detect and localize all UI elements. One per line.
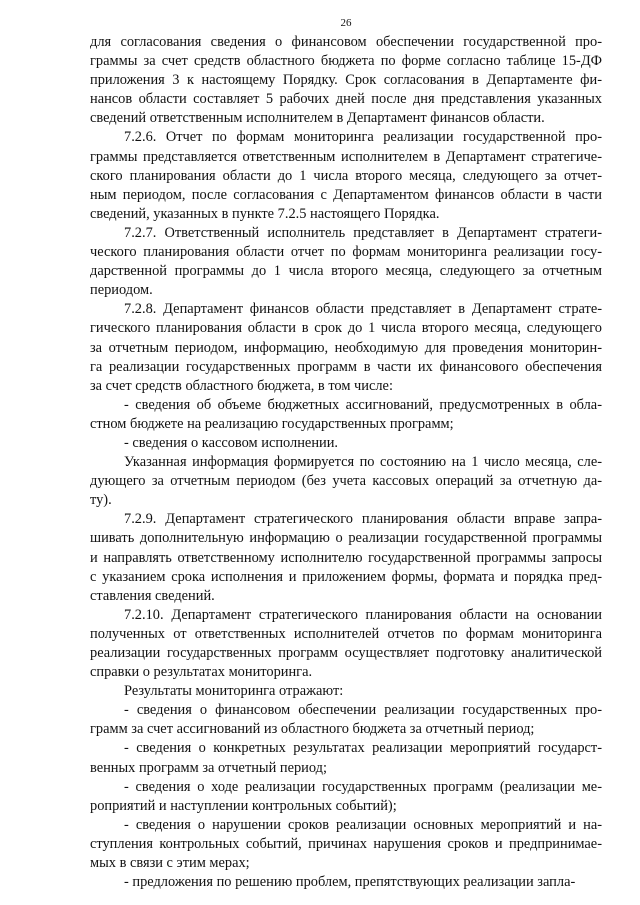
paragraph	[90, 778, 602, 816]
paragraph	[90, 224, 602, 300]
paragraph	[90, 396, 602, 434]
text-line: 7.2.7. Ответственный исполнитель представляет в Департамент стратеги-	[124, 224, 602, 241]
page-number: 26	[340, 17, 352, 29]
paragraph	[90, 510, 602, 605]
paragraph	[90, 739, 602, 777]
paragraph	[90, 434, 602, 453]
text-line: ского планирования области до 1 числа второго месяца, следующего за отчет-	[90, 167, 602, 184]
text-line: полученных от ответственных исполнителей отчетов по формам мониторинга	[90, 625, 602, 642]
text-line: - сведения о финансовом обеспечении реализации государственных про-	[124, 702, 602, 719]
text-line: - сведения о кассовом исполнении.	[124, 434, 339, 451]
paragraph	[90, 128, 602, 223]
paragraph	[90, 300, 602, 395]
text-line: 7.2.9. Департамент стратегического планирования области вправе запра-	[124, 511, 602, 528]
paragraph	[90, 606, 602, 682]
text-line: роприятий и наступлении контрольных событий);	[90, 797, 397, 814]
text-line: 7.2.8. Департамент финансов области представляет в Департамент страте-	[124, 301, 602, 318]
paragraph	[90, 682, 602, 701]
text-line: га реализации государственных программ в части их финансового обеспечения	[90, 358, 602, 375]
paragraph	[90, 33, 602, 128]
text-line: нансов области составляет 5 рабочих дней после дня представления указанных	[90, 91, 602, 108]
text-line: Указанная информация формируется по состоянию на 1 число месяца, сле-	[124, 454, 602, 471]
text-line: ступления контрольных событий, причинах нарушения сроков и предпринимае-	[90, 835, 602, 852]
text-line: приложения 3 к настоящему Порядку. Срок согласования в Департаменте фи-	[90, 72, 602, 89]
text-line: 7.2.6. Отчет по формам мониторинга реализации государственной про-	[124, 129, 602, 146]
text-line: грамм за счет ассигнований из областного бюджета за отчетный период;	[90, 721, 535, 738]
text-line: 7.2.10. Департамент стратегического планирования области на основании	[124, 606, 602, 623]
paragraph	[90, 816, 602, 873]
text-line: ческого планирования области отчет по формам мониторинга реализации госу-	[90, 244, 602, 261]
text-line: ставления сведений.	[90, 587, 215, 604]
paragraph	[90, 701, 602, 739]
text-line: - сведения о конкретных результатах реализации мероприятий государст-	[124, 740, 602, 757]
text-line: справки о результатах мониторинга.	[90, 664, 313, 681]
text-line: и направлять ответственному исполнителю государственной программы запросы	[90, 549, 602, 566]
text-line: ту).	[90, 492, 112, 509]
text-line: - предложения по решению проблем, препятствующих реализации запла-	[124, 874, 576, 891]
text-line: реализации государственных программ осуществляет подготовку аналитической	[90, 645, 602, 661]
text-line: - сведения о ходе реализации государственных программ (реализации ме-	[124, 778, 602, 795]
document-body	[90, 33, 602, 892]
text-line: дарственной программы до 1 числа второго месяца, следующего за отчетным	[90, 263, 602, 280]
paragraph	[90, 453, 602, 510]
text-line: дующего за отчетным периодом (без учета кассовых операций за отчетную да-	[90, 473, 602, 490]
text-line: стном бюджете на реализацию государственных программ;	[90, 415, 454, 432]
paragraph	[90, 873, 602, 892]
text-line: за счет средств областного бюджета, в том числе:	[90, 377, 393, 394]
text-line: граммы за счет средств областного бюджета по форме согласно таблице 15-ДФ	[90, 53, 602, 70]
text-line: сведений, указанных в пункте 7.2.5 настоящего Порядка.	[90, 205, 440, 222]
text-line: венных программ за отчетный период;	[90, 759, 327, 776]
text-line: с указанием срока исполнения и приложением формы, формата и порядка пред-	[90, 568, 602, 585]
text-line: периодом.	[90, 282, 153, 299]
text-line: за отчетным периодом, информацию, необходимую для проведения мониторин-	[90, 339, 602, 356]
text-line: для согласования сведения о финансовом обеспечении государственной про-	[90, 34, 602, 50]
text-line: гического планирования области в срок до 1 числа второго месяца, следующего	[90, 320, 602, 337]
text-line: - сведения об объеме бюджетных ассигнований, предусмотренных в обла-	[124, 396, 602, 413]
text-line: шивать дополнительную информацию о реализации государственной программы	[90, 530, 602, 547]
text-line: сведений ответственным исполнителем в Департамент финансов области.	[90, 110, 545, 127]
document-page	[90, 16, 602, 892]
text-line: мых в связи с этим мерах;	[90, 855, 250, 872]
text-line: Результаты мониторинга отражают:	[124, 683, 344, 700]
text-line: - сведения о нарушении сроков реализации основных мероприятий и на-	[124, 816, 602, 833]
text-line: граммы представляется ответственным исполнителем в Департамент стратегиче-	[90, 148, 602, 165]
text-line: ным периодом, после согласования с Департаментом финансов области в части	[90, 186, 602, 203]
